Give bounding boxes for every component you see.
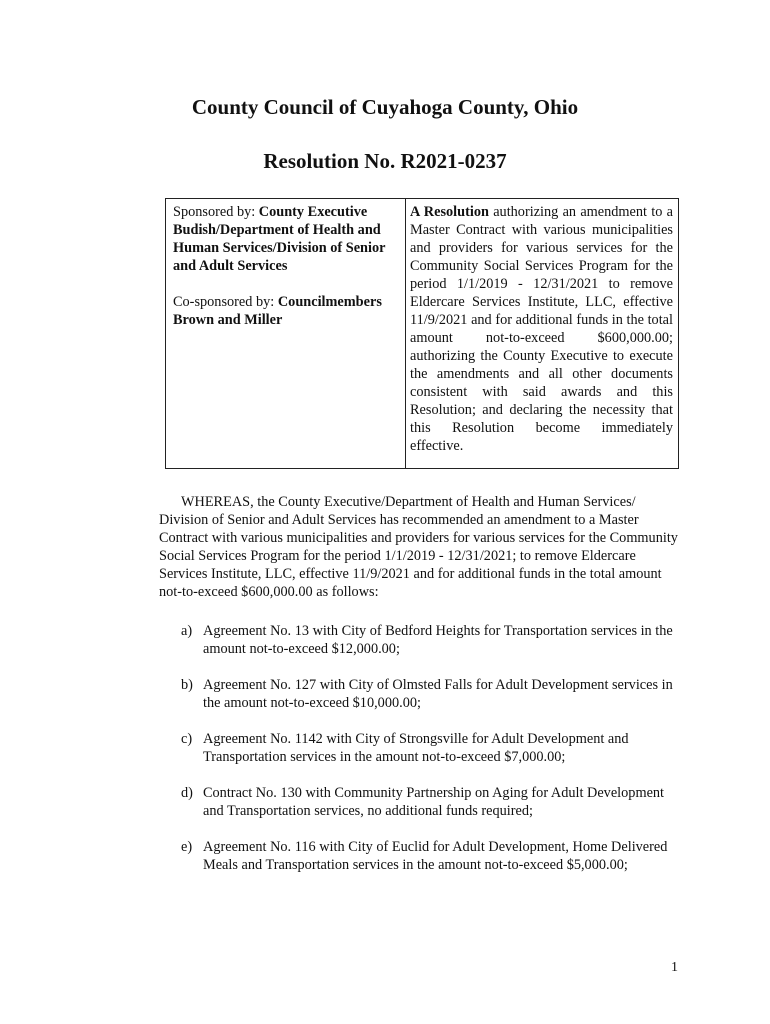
list-item <box>181 622 681 658</box>
sponsored-by-label: Sponsored by: <box>173 204 259 220</box>
list-item-text: Agreement No. 116 with City of Euclid for Adult Development, Home Delivered Meals and Transportation services in the amount not-to-exceed $5,000.00; <box>203 839 668 873</box>
page-number: 1 <box>671 960 678 975</box>
list-item-marker: d) <box>181 785 193 801</box>
list-item-text: Agreement No. 127 with City of Olmsted Falls for Adult Development services in the amount not-to-exceed $10,000.00; <box>203 677 673 711</box>
whereas-clause <box>159 493 679 601</box>
list-item-text: Contract No. 130 with Community Partnership on Aging for Adult Development and Transportation services, no additional funds required; <box>203 785 665 819</box>
sponsors-column <box>173 203 403 347</box>
agreement-list <box>181 622 681 892</box>
list-item-text: Agreement No. 1142 with City of Strongsville for Adult Development and Transportation services in the amount not-to-exceed $7,000.00; <box>203 731 629 765</box>
list-item-marker: c) <box>181 731 193 747</box>
list-item <box>181 730 681 766</box>
sponsored-by-names: County Executive Budish/Department of Health and Human Services/Division of Senior and Adult Services <box>173 204 386 274</box>
list-item-marker: b) <box>181 677 193 693</box>
list-item-text: Agreement No. 13 with City of Bedford Heights for Transportation services in the amount not-to-exceed $12,000.00; <box>203 623 673 657</box>
list-item <box>181 676 681 712</box>
list-item-marker: a) <box>181 623 193 639</box>
column-divider <box>405 199 406 468</box>
resolution-summary <box>410 203 673 455</box>
sponsored-by <box>173 203 403 275</box>
whereas-text: WHEREAS, the County Executive/Department of Health and Human Services/ Division of Senior and Adult Services has recommended an amendment to a Master Contract with various municipalities and providers for various services for the Community Social Services Program for the period 1/1/2019 - 12/31/2021; to remove Eldercare Services Institute, LLC, effective 11/9/2021 and for additional funds in the total amount not-to-exceed $600,000.00 as follows: <box>159 494 678 600</box>
list-item <box>181 838 681 874</box>
resolution-summary-box <box>165 198 679 469</box>
resolution-number: Resolution No. R2021-0237 <box>263 149 507 173</box>
summary-text: authorizing an amendment to a Master Contract with various municipalities and providers for various services for the Community Social Services Program for the period 1/1/2019 - 12/31/2021 to remove Eldercare Services Institute, LLC, effective 11/9/2021 and for additional funds in the total amount not-to-exceed $600,000.00; authorizing the County Executive to execute the amendments and all other documents consistent with said awards and this Resolution; and declaring the necessity that this Resolution become immediately effective. <box>410 204 673 454</box>
cosponsored-by-label: Co-sponsored by: <box>173 294 278 310</box>
cosponsored-by <box>173 293 403 329</box>
summary-lead: A Resolution <box>410 204 489 220</box>
list-item-marker: e) <box>181 839 193 855</box>
cosponsored-by-names: Councilmembers Brown and Miller <box>173 294 382 328</box>
document-title: County Council of Cuyahoga County, Ohio <box>191 95 579 119</box>
list-item <box>181 784 681 820</box>
